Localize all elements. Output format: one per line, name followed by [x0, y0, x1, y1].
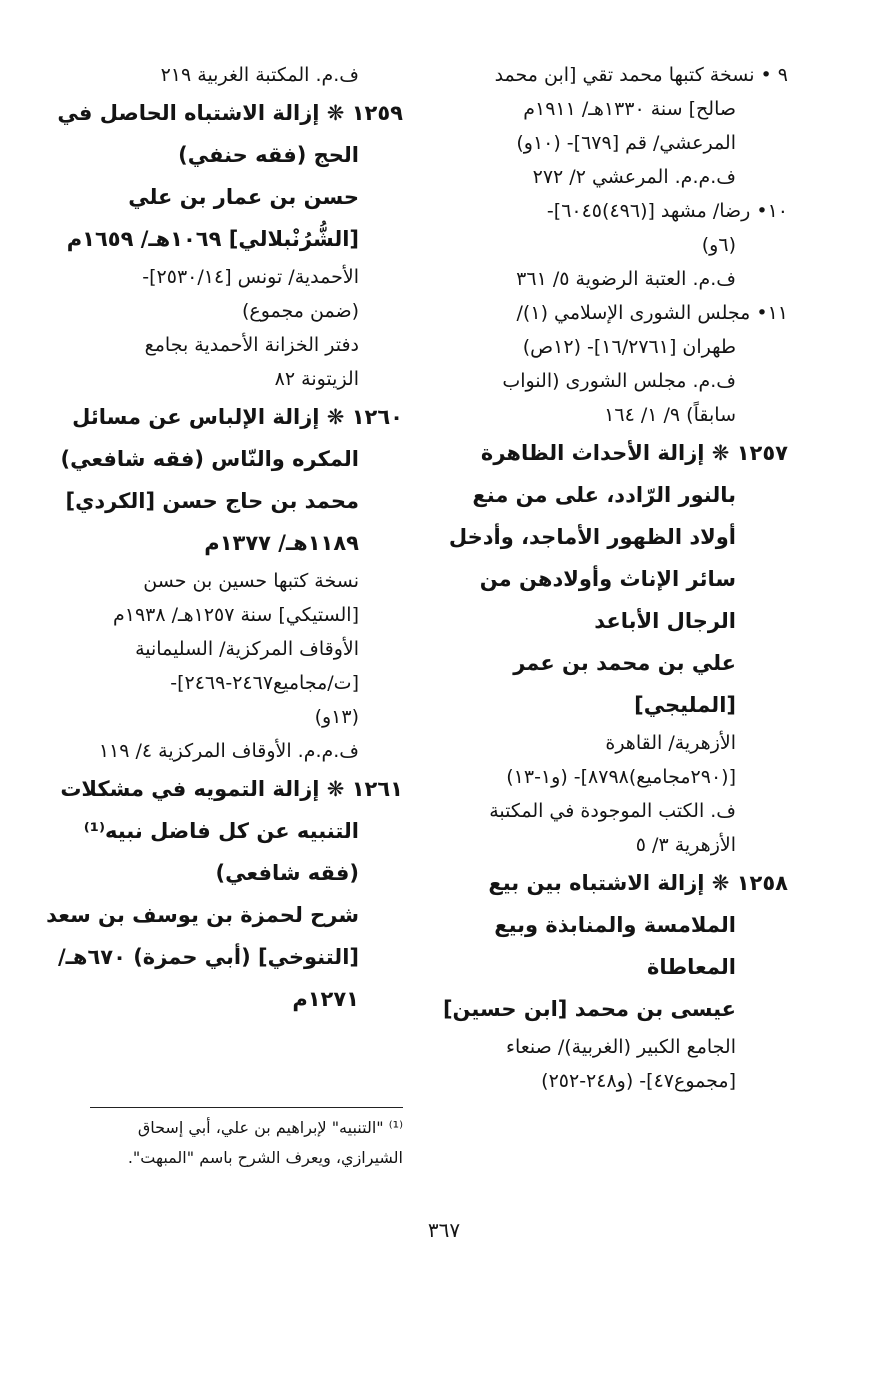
entry-heading-line: الحج (فقه حنفي) [178, 143, 359, 167]
text-line: الأزهرية/ القاهرة [605, 732, 736, 754]
entry-heading-line: محمد بن حاج حسن [الكردي] [65, 489, 359, 513]
text-line: ف.م. العتبة الرضوية ٥/ ٣٦١ [516, 268, 736, 290]
entry-heading-line: [التنوخي] (أبي حمزة) ٦٧٠هـ/ [58, 945, 359, 969]
entry-heading-line: سائر الإناث وأولادهن من [479, 567, 736, 591]
right-column [442, 58, 788, 1098]
text-line: نسخة كتبها حسين بن حسن [143, 570, 359, 592]
footnote-line-1: ⁽¹⁾ "التنبيه" لإبراهيم بن علي، أبي إسحاق [137, 1118, 403, 1137]
entry-heading-line: المعاطاة [647, 955, 736, 979]
entry-heading-line: بالنور الرّادد، على من منع [472, 483, 736, 507]
text-line: صالح] سنة ١٣٣٠هـ/ ١٩١١م [523, 98, 736, 120]
text-line: طهران [١٦/٢٧٦١]- (١٢ص) [522, 336, 736, 358]
text-line: دفتر الخزانة الأحمدية بجامع [144, 334, 359, 356]
entry-heading-line: ١٢٥٧ ❋ إزالة الأحداث الظاهرة [480, 441, 788, 465]
entry-heading-line: المكره والنّاس (فقه شافعي) [60, 447, 359, 471]
entry-heading-line: الملامسة والمنابذة وبيع [494, 913, 736, 937]
text-line: ف.م. المكتبة الغربية ٢١٩ [160, 64, 359, 86]
text-line: (ضمن مجموع) [241, 300, 359, 322]
text-line: ١١• مجلس الشورى الإسلامي (١)/ [516, 302, 788, 324]
entry-heading-line: (فقه شافعي) [215, 861, 359, 885]
text-line: [مجموع٤٧]- (و٢٤٨-٢٥٢) [541, 1070, 736, 1092]
entry-heading-line: [الشُّرُنْبلالي] ١٠٦٩هـ/ ١٦٥٩م [66, 227, 359, 251]
text-line: الزيتونة ٨٢ [274, 368, 359, 390]
text-line: الأوقاف المركزية/ السليمانية [135, 638, 359, 660]
left-column [46, 58, 403, 1020]
text-line: المرعشي/ قم [٦٧٩]- (١٠و) [516, 132, 736, 154]
entry-heading-line: حسن بن عمار بن علي [128, 185, 359, 209]
text-line: ف.م.م. الأوقاف المركزية ٤/ ١١٩ [98, 740, 359, 762]
text-line: ف. الكتب الموجودة في المكتبة [489, 800, 736, 822]
footnote [62, 1113, 403, 1173]
text-line: ف.م. مجلس الشورى (النواب [502, 370, 736, 392]
entry-heading-line: [المليجي] [634, 693, 736, 717]
entry-heading-line: ١٢٧١م [292, 987, 359, 1011]
entry-heading-line: ١١٨٩هـ/ ١٣٧٧م [204, 531, 359, 555]
entry-heading-line: التنبيه عن كل فاضل نبيه⁽¹⁾ [83, 819, 359, 843]
page-number: ٣٦٧ [427, 1218, 461, 1242]
text-line: الجامع الكبير (الغربية)/ صنعاء [506, 1036, 736, 1058]
entry-heading-line: ١٢٦١ ❋ إزالة التمويه في مشكلات [60, 777, 403, 801]
text-line: (١٣و) [314, 706, 359, 728]
entry-heading-line: أولاد الظهور الأماجد، وأدخل [448, 525, 736, 549]
text-line: [ت/مجاميع٢٤٦٧-٢٤٦٩]- [170, 672, 359, 694]
text-line: سابقاً) ٩/ ١/ ١٦٤ [604, 404, 736, 426]
text-line: ١٠• رضا/ مشهد [(٤٩٦)٦٠٤٥]- [546, 200, 788, 222]
text-line: [(٢٩٠مجاميع)٨٧٩٨]- (و١-١٣) [506, 766, 736, 788]
text-line: [الستيكي] سنة ١٢٥٧هـ/ ١٩٣٨م [112, 604, 359, 626]
text-line: ف.م.م. المرعشي ٢/ ٢٧٢ [532, 166, 736, 188]
entry-heading-line: علي بن محمد بن عمر [513, 651, 736, 675]
footnote-separator [90, 1107, 403, 1108]
text-line: (٦و) [701, 234, 736, 256]
entry-heading-line: ١٢٦٠ ❋ إزالة الإلباس عن مسائل [72, 405, 403, 429]
text-line: الأحمدية/ تونس [٢٥٣٠/١٤]- [142, 266, 359, 288]
text-line: الأزهرية ٣/ ٥ [635, 834, 736, 856]
text-line: ٩ • نسخة كتبها محمد تقي [ابن محمد [494, 64, 788, 86]
footnote-line-2: الشيرازي، ويعرف الشرح باسم "المبهت". [127, 1148, 403, 1167]
entry-heading-line: الرجال الأباعد [594, 609, 736, 633]
entry-heading-line: عيسى بن محمد [ابن حسين] [442, 997, 736, 1021]
entry-heading-line: ١٢٥٨ ❋ إزالة الاشتباه بين بيع [488, 871, 788, 895]
entry-heading-line: شرح لحمزة بن يوسف بن سعد [46, 903, 359, 927]
entry-heading-line: ١٢٥٩ ❋ إزالة الاشتباه الحاصل في [57, 101, 403, 125]
